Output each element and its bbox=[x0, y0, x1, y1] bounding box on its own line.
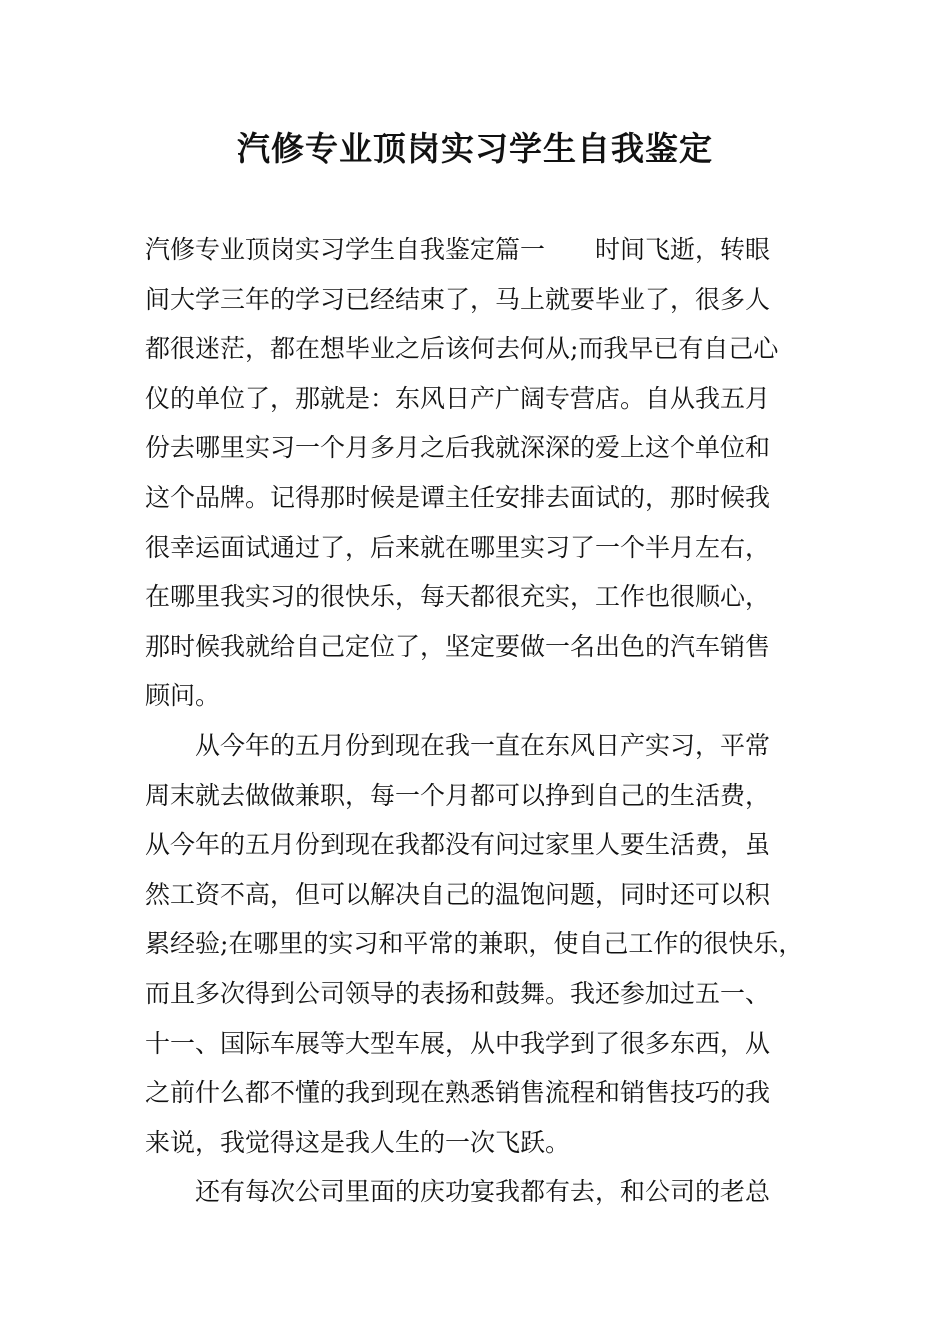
text-line: 累经验;在哪里的实习和平常的兼职，使自己工作的很快乐， bbox=[145, 929, 804, 959]
text-line: 来说，我觉得这是我人生的一次飞跃。 bbox=[145, 1127, 571, 1157]
text-line: 然工资不高，但可以解决自己的温饱问题，同时还可以积 bbox=[145, 879, 771, 909]
text-line: 这个品牌。记得那时候是谭主任安排去面试的，那时候我 bbox=[145, 482, 771, 512]
text-line: 仪的单位了，那就是：东风日产广阔专营店。自从我五月 bbox=[145, 383, 771, 413]
text-line: 十一、国际车展等大型车展，从中我学到了很多东西，从 bbox=[145, 1028, 771, 1058]
text-line: 之前什么都不懂的我到现在熟悉销售流程和销售技巧的我 bbox=[145, 1078, 771, 1108]
text-line: 在哪里我实习的很快乐，每天都很充实，工作也很顺心， bbox=[145, 582, 771, 612]
document-title: 汽修专业顶岗实习学生自我鉴定 bbox=[237, 129, 713, 168]
text-line: 都很迷茫，都在想毕业之后该何去何从;而我早已有自己心 bbox=[145, 334, 779, 364]
document-body bbox=[145, 225, 835, 1217]
text-line: 那时候我就给自己定位了，坚定要做一名出色的汽车销售 bbox=[145, 631, 771, 661]
text-line: 周末就去做做兼职，每一个月都可以挣到自己的生活费， bbox=[145, 780, 771, 810]
text-line: 汽修专业顶岗实习学生自我鉴定篇一 时间飞逝，转眼 bbox=[145, 235, 771, 264]
text-line: 而且多次得到公司领导的表扬和鼓舞。我还参加过五一、 bbox=[145, 978, 771, 1008]
text-line: 还有每次公司里面的庆功宴我都有去，和公司的老总 bbox=[145, 1177, 771, 1207]
text-line: 间大学三年的学习已经结束了，马上就要毕业了，很多人 bbox=[145, 284, 771, 314]
text-line: 从今年的五月份到现在我一直在东风日产实习，平常 bbox=[145, 730, 771, 760]
text-line: 顾问。 bbox=[145, 681, 221, 711]
text-line: 从今年的五月份到现在我都没有问过家里人要生活费，虽 bbox=[145, 830, 771, 860]
text-line: 很幸运面试通过了，后来就在哪里实习了一个半月左右， bbox=[145, 532, 771, 562]
text-line: 份去哪里实习一个月多月之后我就深深的爱上这个单位和 bbox=[145, 433, 771, 463]
